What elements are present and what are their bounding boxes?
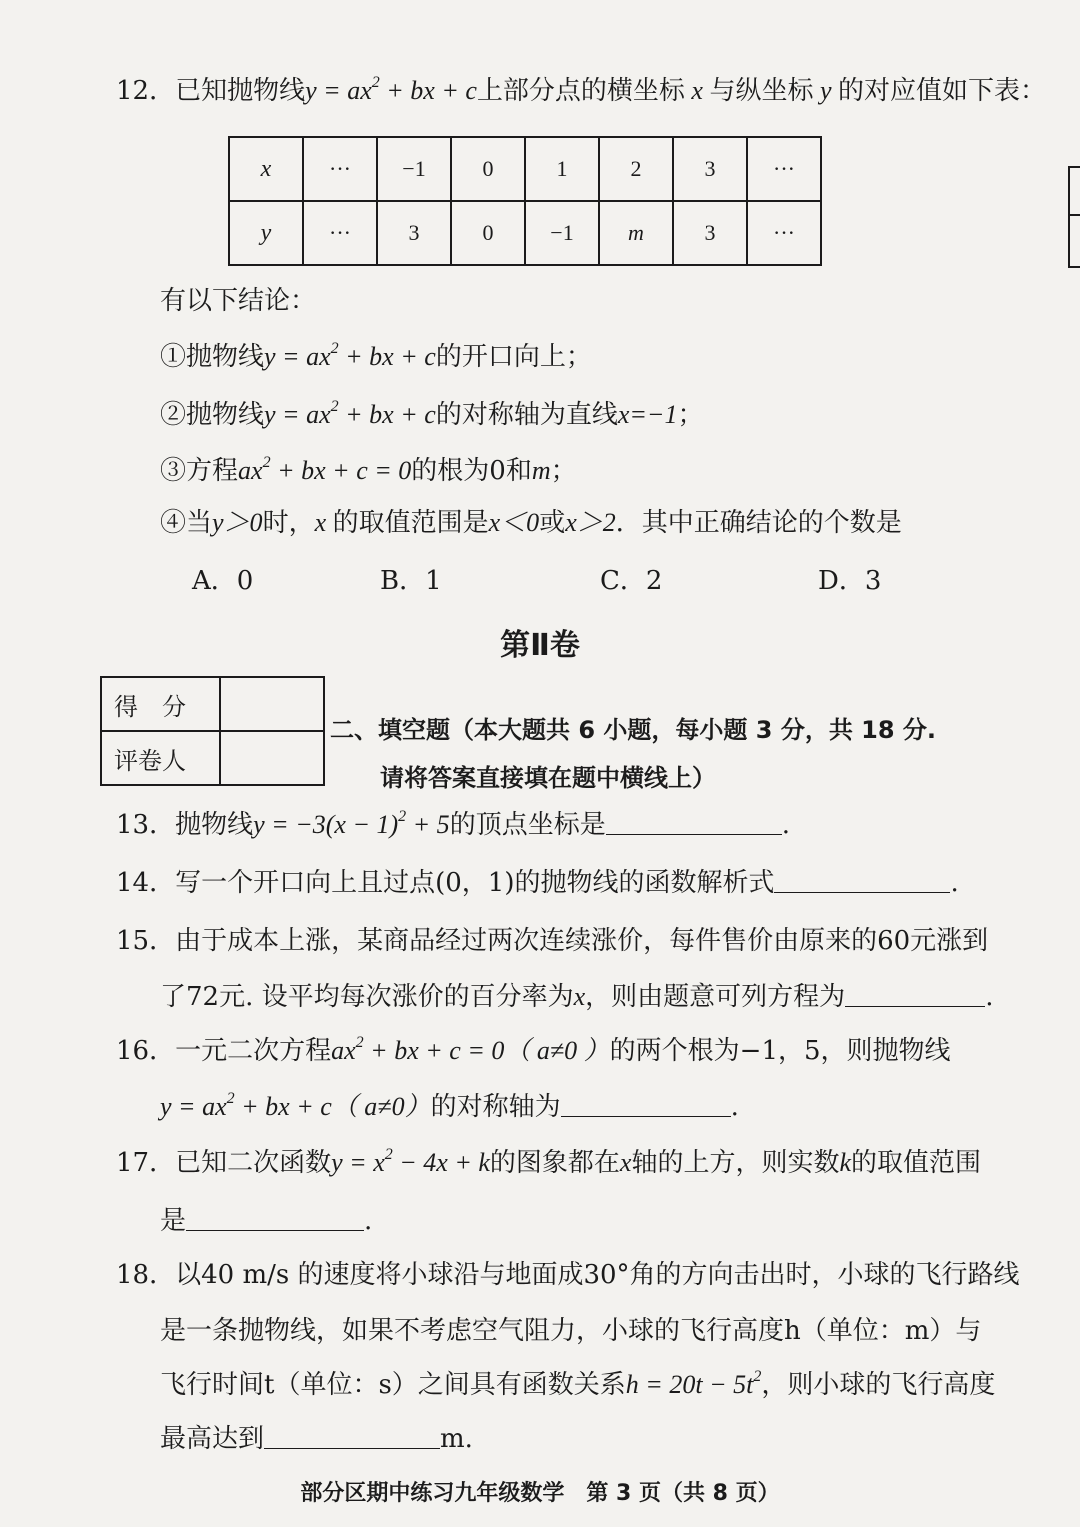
formula: $y = ax^2$ + bx + c (160, 1090, 332, 1121)
score-box (100, 676, 325, 786)
q17-text: 轴的上方，则实数 (631, 1148, 840, 1178)
heading-line: 请将答案直接填在题中横线上） (380, 764, 716, 792)
answer-blank[interactable] (774, 868, 950, 893)
conclusion-text: ．其中正确结论的个数是 (615, 508, 902, 538)
formula: $ax^2$ + bx + c = 0 (238, 454, 412, 485)
conclusion-text: ③方程 (160, 456, 239, 486)
table-cell: −1 (377, 137, 451, 201)
formula: $y = x^2 - 4x + k$ (331, 1146, 490, 1177)
q18-text: 飞行时间t（单位：s）之间具有函数关系 (160, 1370, 626, 1400)
question-number: 17． (116, 1148, 176, 1178)
conclusion-text: 的取值范围是 (332, 508, 489, 538)
table-cell: ··· (303, 137, 377, 201)
conclusion-text: ； (677, 400, 704, 430)
q18-text: 以40 m/s 的速度将小球沿与地面成30°角的方向击出时，小球的飞行路线 (175, 1260, 1020, 1290)
formula: $ax^2$ + bx + c = 0 (331, 1034, 505, 1065)
q18-line4 (160, 1424, 473, 1454)
condition: （ a≠0 ） (504, 1036, 610, 1065)
q16-line2 (160, 1092, 739, 1122)
formula: y＞0 (212, 508, 263, 537)
table-header-x: x (229, 137, 303, 201)
q18-text: 最高达到 (160, 1424, 265, 1454)
q13 (116, 810, 790, 840)
var-x: x (573, 982, 586, 1011)
conclusion-text: 时， (262, 508, 315, 538)
option-a[interactable]: A．0 (192, 566, 254, 596)
q13-text: . (781, 810, 790, 840)
q12-text: 与纵坐标 (709, 76, 814, 106)
answer-blank[interactable] (845, 982, 985, 1007)
q14 (116, 868, 959, 898)
q15-text: 由于成本上涨，某商品经过两次连续涨价，每件售价由原来的60元涨到 (175, 926, 989, 956)
q15-text: 了72元. 设平均每次涨价的百分率为 (160, 982, 574, 1012)
answer-blank[interactable] (186, 1206, 364, 1231)
option-d[interactable]: D．3 (818, 566, 882, 596)
q17-text: 的图象都在 (489, 1148, 620, 1178)
q16-text: . (730, 1092, 739, 1122)
conclusion-text: ①抛物线 (160, 342, 265, 372)
conclusion-text: 的根为0和 (411, 456, 532, 486)
conclusion-text: 的对称轴为直线 (435, 400, 618, 430)
q18-line2: 是一条抛物线，如果不考虑空气阻力，小球的飞行高度h（单位：m）与 (160, 1316, 982, 1346)
q15-text: . (985, 982, 994, 1012)
formula: x＜0 (488, 508, 540, 537)
answer-blank[interactable] (264, 1424, 440, 1449)
table-row-y (229, 201, 821, 265)
q18-text: m. (440, 1424, 473, 1454)
table-cell: 3 (377, 201, 451, 265)
grader-label: 评卷人 (101, 731, 220, 785)
table-row-x (229, 137, 821, 201)
edge-table-fragment (1068, 166, 1080, 268)
var-m: m (531, 456, 551, 485)
q17-line2 (160, 1206, 372, 1236)
var-x: x (684, 76, 710, 105)
q15-text: ，则由题意可列方程为 (585, 982, 846, 1012)
table-cell: 3 (673, 201, 747, 265)
grader-field[interactable] (220, 731, 324, 785)
table-cell: −1 (525, 201, 599, 265)
q17-text: . (364, 1206, 373, 1236)
conclusion-text: ②抛物线 (160, 400, 265, 430)
conclusion-text: ④当 (160, 508, 213, 538)
q16-line1 (116, 1036, 951, 1066)
q12-stem (116, 76, 1046, 106)
q14-text: 写一个开口向上且过点(0，1)的抛物线的函数解析式 (175, 868, 775, 898)
conclusion-text: 的开口向上； (435, 342, 592, 372)
conclusion-2 (160, 400, 703, 430)
q12-text: 的对应值如下表： (838, 76, 1047, 106)
q17-text: 的取值范围 (851, 1148, 982, 1178)
question-number: 13． (116, 810, 176, 840)
question-number: 14． (116, 868, 176, 898)
conclusion-text: ； (550, 456, 577, 486)
conclusion-1 (160, 342, 592, 372)
q12-text: 已知抛物线 (175, 76, 306, 106)
formula: x=−1 (617, 400, 678, 429)
formula: x＞2 (565, 508, 616, 537)
q17-text: 已知二次函数 (175, 1148, 332, 1178)
table-cell: ··· (747, 201, 821, 265)
table-cell: m (599, 201, 673, 265)
q17-line1 (116, 1148, 981, 1178)
table-cell: 1 (525, 137, 599, 201)
q17-text: 是 (160, 1206, 187, 1236)
table-cell: ··· (303, 201, 377, 265)
section-title: 第Ⅱ卷 (500, 628, 580, 663)
q15-line2 (160, 982, 993, 1012)
conclusion-4 (160, 508, 902, 538)
formula: $y = ax^2$ + bx + c (264, 398, 436, 429)
var-k: k (839, 1148, 852, 1177)
var-x: x (619, 1148, 632, 1177)
var-y: y (813, 76, 839, 105)
value-table (228, 136, 822, 266)
condition: （ a≠0） (331, 1092, 431, 1121)
table-cell: 2 (599, 137, 673, 201)
formula: $h = 20t - 5t^2$ (625, 1368, 762, 1399)
table-cell: 3 (673, 137, 747, 201)
question-number: 15． (116, 926, 176, 956)
q18-line3 (160, 1370, 995, 1400)
q12-text: 上部分点的横坐标 (476, 76, 685, 106)
score-label: 得 分 (101, 677, 220, 731)
q16-text: 的对称轴为 (430, 1092, 561, 1122)
formula: $y = ax^2$ + bx + c (264, 340, 436, 371)
page-footer: 部分区期中练习九年级数学 第 3 页（共 8 页） (300, 1481, 780, 1506)
q16-text: 的两个根为−1，5，则抛物线 (609, 1036, 951, 1066)
table-cell: 0 (451, 137, 525, 201)
q18-line1 (116, 1260, 1020, 1290)
conclusions-intro: 有以下结论： (160, 286, 317, 316)
table-header-y: y (229, 201, 303, 265)
question-number: 18． (116, 1260, 176, 1290)
answer-blank[interactable] (561, 1092, 731, 1117)
var-x: x (314, 508, 333, 537)
formula: $y = -3(x - 1)^2 + 5$ (253, 808, 450, 839)
answer-blank[interactable] (606, 810, 782, 835)
table-cell: ··· (747, 137, 821, 201)
conclusion-3 (160, 456, 577, 486)
heading-line: 二、填空题（本大题共 6 小题，每小题 3 分，共 18 分. (330, 716, 937, 744)
question-number: 16． (116, 1036, 176, 1066)
question-number: 12． (116, 76, 176, 106)
conclusion-text: 或 (539, 508, 566, 538)
q15-line1 (116, 926, 988, 956)
score-field[interactable] (220, 677, 324, 731)
option-c[interactable]: C．2 (600, 566, 663, 596)
q13-text: 抛物线 (175, 810, 254, 840)
q16-text: 一元二次方程 (175, 1036, 332, 1066)
q13-text: 的顶点坐标是 (449, 810, 606, 840)
fill-in-heading (330, 706, 936, 802)
q18-text: ，则小球的飞行高度 (761, 1370, 996, 1400)
q14-text: . (950, 868, 959, 898)
option-b[interactable]: B．1 (380, 566, 442, 596)
table-cell: 0 (451, 201, 525, 265)
formula: $y = ax^2$ + bx + c (305, 74, 477, 105)
